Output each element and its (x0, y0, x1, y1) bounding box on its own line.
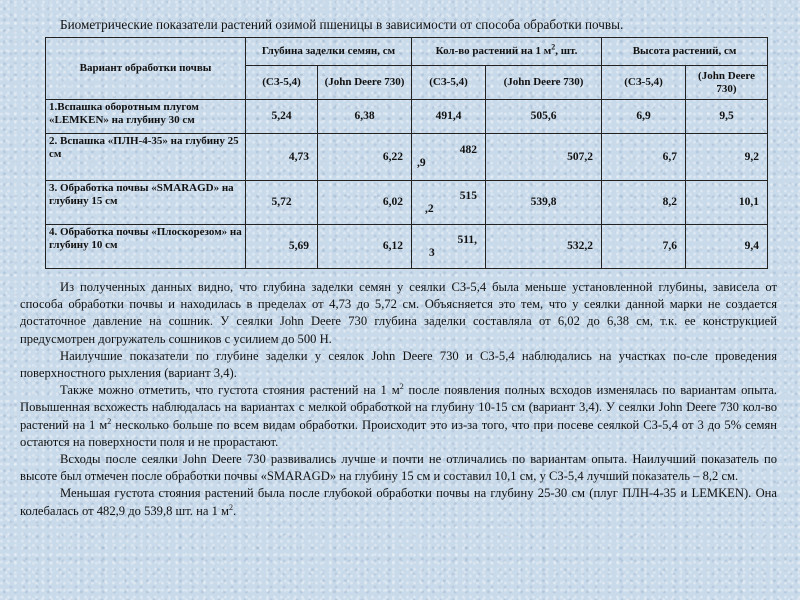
p5-sup: 2 (229, 502, 233, 512)
cell-value-count (412, 225, 486, 269)
cell-value: 532,2 (486, 225, 602, 269)
cell-value: 9,4 (686, 225, 768, 269)
cell-value: 8,2 (602, 181, 686, 225)
paragraph-1: Из полученных данных видно, что глубина заделки семян у сеялки СЗ-5,4 была меньше установленной глубины, зависела от способа обработки почвы и находилась в пределах от 4,73 до 5,72 см. Объясняется это тем, что у сеялки данной марки не создается достаточное давление на сошник. У сеялки John Deere 730 глубина заделки составляла от 6,02 до 6,38 см, т.к. ее конструкцией предусмотрен догружатель сошников с усилием до 500 Н. (20, 280, 777, 346)
count-tail: ,2 (425, 202, 434, 215)
header-plant-height: Высота растений, см (602, 38, 768, 66)
header-count-sup: 2 (551, 42, 556, 52)
table-row (46, 134, 768, 181)
cell-value: 9,5 (686, 100, 768, 134)
p5-part-a: Меньшая густота стояния растений была после глубокой обработки почвы на глубину 25-30 см (плуг ПЛН-4-35 и LEMKEN). Она колебалась от 482,9 до 539,8 шт. на 1 м (20, 486, 777, 518)
subheader-cell: (John Deere 730) (318, 66, 412, 100)
p5-part-b: . (233, 503, 237, 518)
count-main: 511, (457, 233, 478, 246)
biometric-table (45, 37, 768, 269)
cell-value: 6,12 (318, 225, 412, 269)
paragraph-2: Наилучшие показатели по глубине заделки у сеялок John Deere 730 и СЗ-5,4 наблюдались на участках по-сле проведения поверхностного рыхления (вариант 3,4). (20, 348, 777, 381)
subheader-cell: (John Deere 730) (486, 66, 602, 100)
cell-value: 9,2 (686, 134, 768, 181)
cell-value: 5,69 (246, 225, 318, 269)
header-count-prefix: Кол-во растений на 1 м (435, 45, 552, 57)
p3-part-c: несколько больше по всем видам обработки. Происходит это из-за того, что при посеве сеялкой СЗ-5,4 от 3 до 5% семян остаются на поверхности поля и не прорастают. (20, 417, 777, 449)
table-row (46, 225, 768, 269)
header-plant-count (412, 38, 602, 66)
row-label: 1.Вспашка оборотным плугом «LEMKEN» на глубину 30 см (46, 100, 246, 134)
cell-value: 5,24 (246, 100, 318, 134)
header-count-suffix: , шт. (555, 45, 578, 57)
p3-part-b: после появления полных всходов изменялась по вариантам опыта. Повышенная всхожесть наблюдалась на вариантах с мелкой обработкой на глубину 10-15 см (вариант 3,4). У сеялки John Deere 730 кол-во растений на 1 м (20, 383, 777, 432)
subheader-cell: (СЗ-5,4) (412, 66, 486, 100)
cell-value: 6,22 (318, 134, 412, 181)
cell-value: 7,6 (602, 225, 686, 269)
cell-value: 505,6 (486, 100, 602, 134)
subheader-cell: (John Deere 730) (686, 66, 768, 100)
row-label: 2. Вспашка «ПЛН-4-35» на глубину 25 см (46, 134, 246, 181)
header-seed-depth: Глубина заделки семян, см (246, 38, 412, 66)
cell-value: 491,4 (412, 100, 486, 134)
count-main: 515 (459, 189, 478, 202)
row-label: 4. Обработка почвы «Плоскорезом» на глубину 10 см (46, 225, 246, 269)
cell-value: 539,8 (486, 181, 602, 225)
paragraph-4: Всходы после сеялки John Deere 730 развивались лучше и почти не отличались по вариантам опыта. Наилучший показатель по высоте был отмечен после обработки почвы «SMARAGD» на глубину 15 см и составил 10,1 см, у СЗ-5,4 лучший показатель – 8,2 см. (20, 452, 777, 484)
cell-value: 6,38 (318, 100, 412, 134)
row-label: 3. Обработка почвы «SMARAGD» на глубину 15 см (46, 181, 246, 225)
cell-value-count (412, 134, 486, 181)
subheader-cell: (СЗ-5,4) (602, 66, 686, 100)
p3-part-a: Также можно отметить, что густота стояния растений на 1 м (60, 383, 400, 398)
header-variant: Вариант обработки почвы (46, 38, 246, 100)
cell-value: 4,73 (246, 134, 318, 181)
count-tail: 3 (429, 246, 435, 259)
p3-sup-2: 2 (107, 416, 112, 426)
body-text (20, 279, 777, 520)
paragraph-3 (20, 382, 777, 451)
cell-value: 5,72 (246, 181, 318, 225)
table-row (46, 181, 768, 225)
table-header-row (46, 38, 768, 66)
cell-value: 507,2 (486, 134, 602, 181)
table-row (46, 100, 768, 134)
subheader-cell: (СЗ-5,4) (246, 66, 318, 100)
cell-value-count (412, 181, 486, 225)
cell-value: 6,7 (602, 134, 686, 181)
count-main: 482 (459, 144, 478, 156)
cell-value: 10,1 (686, 181, 768, 225)
paragraph-5 (20, 485, 777, 519)
p3-sup-1: 2 (399, 382, 404, 392)
count-tail: ,9 (417, 157, 426, 169)
cell-value: 6,02 (318, 181, 412, 225)
table-caption: Биометрические показатели растений озимой пшеницы в зависимости от способа обработки почвы. (60, 17, 624, 32)
cell-value: 6,9 (602, 100, 686, 134)
